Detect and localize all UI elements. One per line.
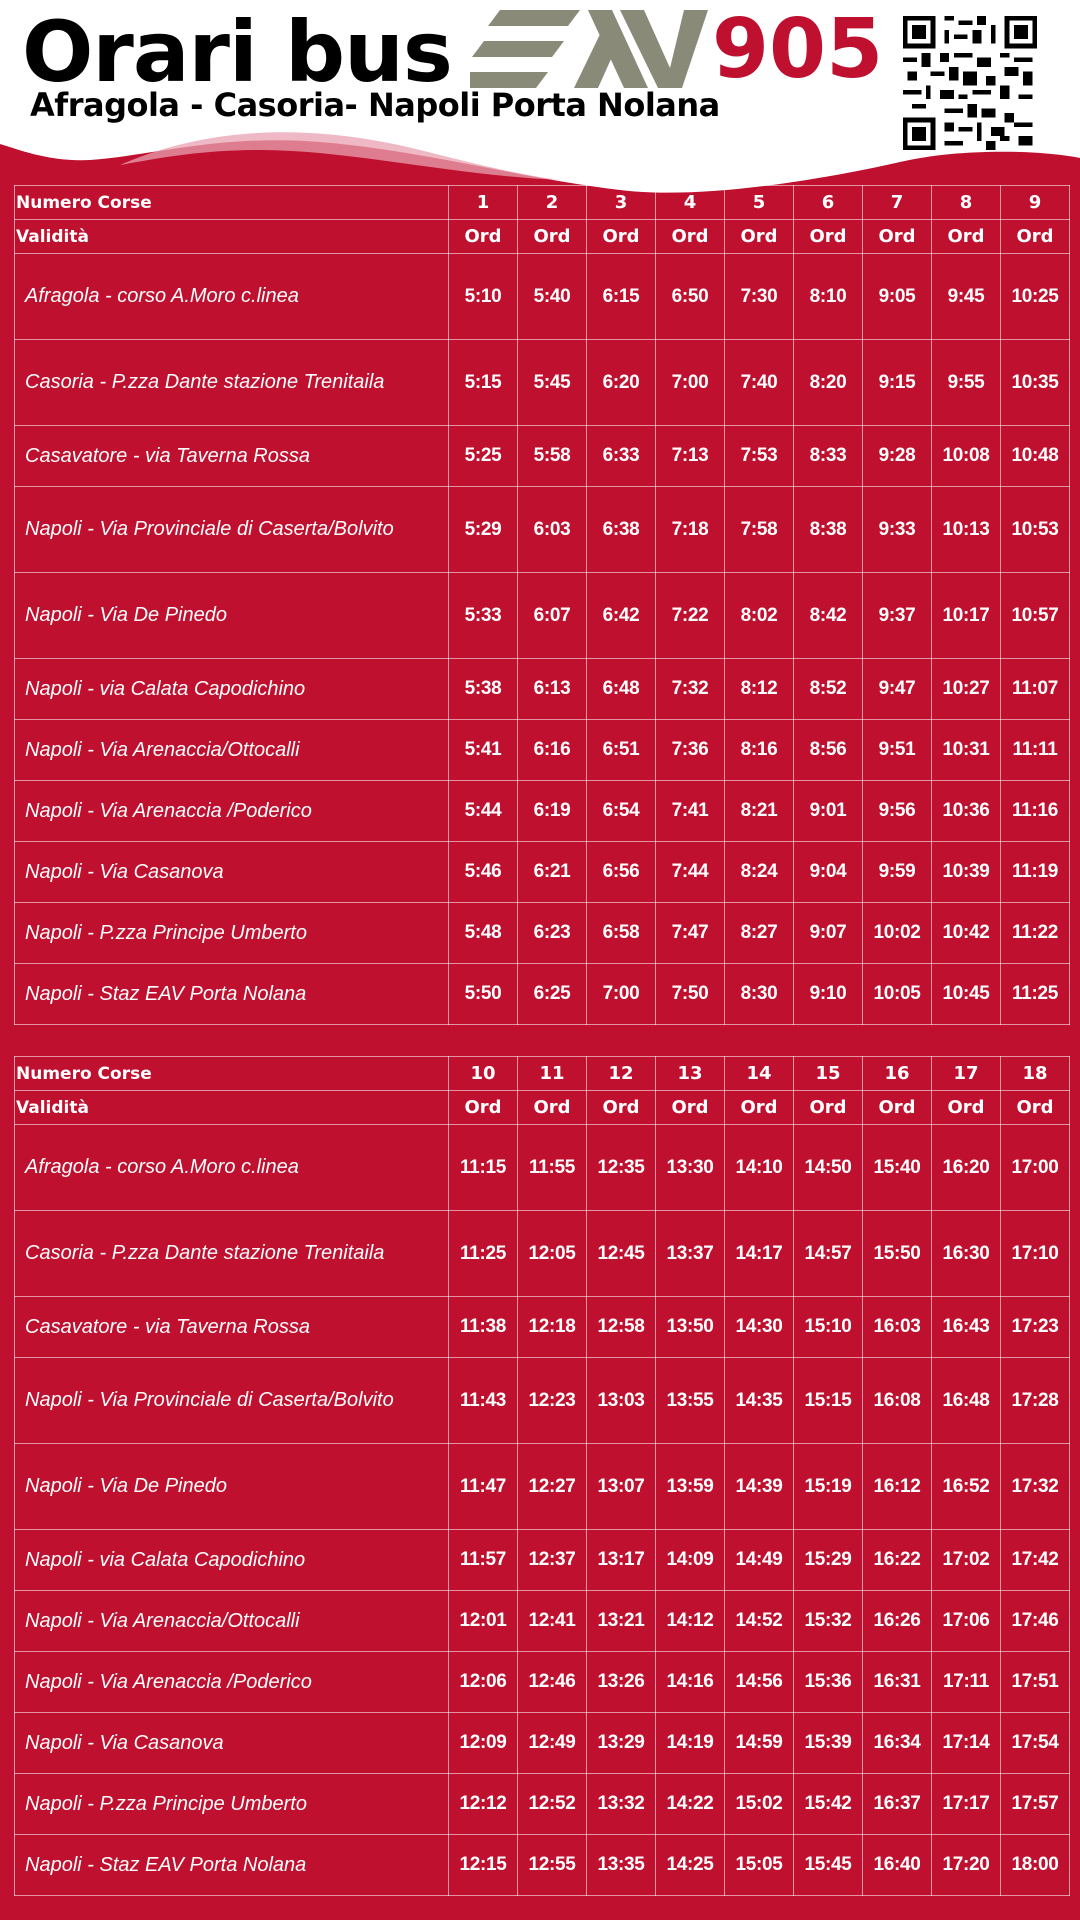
departure-time: 11:19 (1001, 842, 1070, 903)
departure-time: 6:13 (518, 659, 587, 720)
stop-row (15, 1211, 1070, 1297)
run-number-row-cell: 15 (794, 1057, 863, 1091)
validity-row-cell: Ord (656, 220, 725, 254)
departure-time: 7:36 (656, 720, 725, 781)
departure-time: 17:57 (1001, 1774, 1070, 1835)
departure-time: 12:41 (518, 1591, 587, 1652)
departure-time: 12:18 (518, 1297, 587, 1358)
departure-time: 17:32 (1001, 1444, 1070, 1530)
departure-time: 11:47 (449, 1444, 518, 1530)
validity-row (15, 220, 1070, 254)
stop-name: Napoli - Via Arenaccia /Poderico (15, 1652, 449, 1713)
departure-time: 10:17 (932, 573, 1001, 659)
departure-time: 15:15 (794, 1358, 863, 1444)
departure-time: 14:19 (656, 1713, 725, 1774)
stop-name: Napoli - Via Provinciale di Caserta/Bolvito (15, 1358, 449, 1444)
departure-time: 5:15 (449, 340, 518, 426)
departure-time: 10:48 (1001, 426, 1070, 487)
validity-row-cell: Ord (863, 1091, 932, 1125)
departure-time: 6:56 (587, 842, 656, 903)
departure-time: 13:59 (656, 1444, 725, 1530)
stop-row (15, 1530, 1070, 1591)
departure-time: 8:42 (794, 573, 863, 659)
departure-time: 12:58 (587, 1297, 656, 1358)
stop-row (15, 781, 1070, 842)
departure-time: 9:59 (863, 842, 932, 903)
run-number-row-cell: 11 (518, 1057, 587, 1091)
departure-time: 13:55 (656, 1358, 725, 1444)
departure-time: 5:46 (449, 842, 518, 903)
departure-time: 11:22 (1001, 903, 1070, 964)
stop-name: Napoli - P.zza Principe Umberto (15, 1774, 449, 1835)
validity-row-cell: Ord (518, 1091, 587, 1125)
departure-time: 12:45 (587, 1211, 656, 1297)
stop-row (15, 842, 1070, 903)
stop-row (15, 426, 1070, 487)
departure-time: 10:25 (1001, 254, 1070, 340)
validity-row-cell: Ord (449, 220, 518, 254)
departure-time: 17:02 (932, 1530, 1001, 1591)
departure-time: 11:16 (1001, 781, 1070, 842)
departure-time: 6:54 (587, 781, 656, 842)
departure-time: 17:46 (1001, 1591, 1070, 1652)
departure-time: 14:30 (725, 1297, 794, 1358)
stop-row (15, 1358, 1070, 1444)
departure-time: 16:34 (863, 1713, 932, 1774)
departure-time: 13:35 (587, 1835, 656, 1896)
stop-name: Napoli - Via Arenaccia/Ottocalli (15, 720, 449, 781)
stop-name: Napoli - Staz EAV Porta Nolana (15, 1835, 449, 1896)
departure-time: 10:36 (932, 781, 1001, 842)
validity-row-cell: Ord (863, 220, 932, 254)
departure-time: 12:06 (449, 1652, 518, 1713)
departure-time: 14:50 (794, 1125, 863, 1211)
run-number-row-cell: 13 (656, 1057, 725, 1091)
departure-time: 11:43 (449, 1358, 518, 1444)
departure-time: 16:30 (932, 1211, 1001, 1297)
stop-name: Napoli - Via Provinciale di Caserta/Bolvito (15, 487, 449, 573)
stop-row (15, 340, 1070, 426)
departure-time: 17:06 (932, 1591, 1001, 1652)
departure-time: 14:25 (656, 1835, 725, 1896)
stop-name: Napoli - Via De Pinedo (15, 1444, 449, 1530)
departure-time: 7:41 (656, 781, 725, 842)
departure-time: 13:17 (587, 1530, 656, 1591)
departure-time: 14:59 (725, 1713, 794, 1774)
departure-time: 15:50 (863, 1211, 932, 1297)
departure-time: 11:55 (518, 1125, 587, 1211)
departure-time: 17:51 (1001, 1652, 1070, 1713)
departure-time: 6:51 (587, 720, 656, 781)
run-number-row-cell: 6 (794, 186, 863, 220)
departure-time: 17:23 (1001, 1297, 1070, 1358)
departure-time: 16:08 (863, 1358, 932, 1444)
departure-time: 10:08 (932, 426, 1001, 487)
stop-row (15, 1591, 1070, 1652)
departure-time: 17:54 (1001, 1713, 1070, 1774)
validity-row-cell: Ord (518, 220, 587, 254)
departure-time: 13:21 (587, 1591, 656, 1652)
departure-time: 8:16 (725, 720, 794, 781)
departure-time: 6:03 (518, 487, 587, 573)
departure-time: 5:50 (449, 964, 518, 1025)
departure-time: 9:07 (794, 903, 863, 964)
run-number-row-label: Numero Corse (15, 1057, 449, 1091)
stop-name: Napoli - Via Casanova (15, 1713, 449, 1774)
departure-time: 6:23 (518, 903, 587, 964)
stop-name: Napoli - P.zza Principe Umberto (15, 903, 449, 964)
departure-time: 5:29 (449, 487, 518, 573)
route-subtitle: Afragola - Casoria- Napoli Porta Nolana (30, 86, 720, 124)
departure-time: 6:38 (587, 487, 656, 573)
stop-row (15, 720, 1070, 781)
departure-time: 14:35 (725, 1358, 794, 1444)
departure-time: 8:12 (725, 659, 794, 720)
departure-time: 16:03 (863, 1297, 932, 1358)
departure-time: 7:40 (725, 340, 794, 426)
departure-time: 10:57 (1001, 573, 1070, 659)
stop-row (15, 1297, 1070, 1358)
stop-row (15, 1713, 1070, 1774)
departure-time: 7:30 (725, 254, 794, 340)
departure-time: 8:56 (794, 720, 863, 781)
departure-time: 12:27 (518, 1444, 587, 1530)
departure-time: 13:07 (587, 1444, 656, 1530)
departure-time: 8:30 (725, 964, 794, 1025)
departure-time: 13:26 (587, 1652, 656, 1713)
departure-time: 8:20 (794, 340, 863, 426)
departure-time: 6:48 (587, 659, 656, 720)
departure-time: 14:52 (725, 1591, 794, 1652)
departure-time: 15:36 (794, 1652, 863, 1713)
stop-row (15, 964, 1070, 1025)
departure-time: 9:01 (794, 781, 863, 842)
departure-time: 17:14 (932, 1713, 1001, 1774)
stop-row (15, 659, 1070, 720)
departure-time: 16:43 (932, 1297, 1001, 1358)
validity-row-cell: Ord (587, 220, 656, 254)
validity-row-cell: Ord (449, 1091, 518, 1125)
validity-row-cell: Ord (587, 1091, 656, 1125)
departure-time: 6:42 (587, 573, 656, 659)
run-number-row-cell: 16 (863, 1057, 932, 1091)
stop-name: Napoli - Via Arenaccia/Ottocalli (15, 1591, 449, 1652)
departure-time: 13:32 (587, 1774, 656, 1835)
departure-time: 12:37 (518, 1530, 587, 1591)
departure-time: 5:38 (449, 659, 518, 720)
departure-time: 15:02 (725, 1774, 794, 1835)
header (0, 0, 1080, 200)
stop-name: Casavatore - via Taverna Rossa (15, 426, 449, 487)
validity-row-cell: Ord (656, 1091, 725, 1125)
validity-row-cell: Ord (932, 1091, 1001, 1125)
stop-name: Napoli - Via De Pinedo (15, 573, 449, 659)
stop-row (15, 1125, 1070, 1211)
departure-time: 5:41 (449, 720, 518, 781)
validity-row-cell: Ord (1001, 1091, 1070, 1125)
departure-time: 17:11 (932, 1652, 1001, 1713)
run-number-row (15, 1057, 1070, 1091)
departure-time: 15:29 (794, 1530, 863, 1591)
departure-time: 10:27 (932, 659, 1001, 720)
stop-row (15, 903, 1070, 964)
departure-time: 8:24 (725, 842, 794, 903)
run-number-row-cell: 5 (725, 186, 794, 220)
departure-time: 5:48 (449, 903, 518, 964)
run-number-row-cell: 8 (932, 186, 1001, 220)
departure-time: 14:22 (656, 1774, 725, 1835)
departure-time: 17:42 (1001, 1530, 1070, 1591)
departure-time: 9:33 (863, 487, 932, 573)
departure-time: 13:30 (656, 1125, 725, 1211)
timetable-runs-1-9 (14, 185, 1070, 1025)
departure-time: 14:49 (725, 1530, 794, 1591)
departure-time: 10:39 (932, 842, 1001, 903)
departure-time: 12:46 (518, 1652, 587, 1713)
departure-time: 7:44 (656, 842, 725, 903)
departure-time: 18:00 (1001, 1835, 1070, 1896)
stop-name: Napoli - via Calata Capodichino (15, 1530, 449, 1591)
departure-time: 11:15 (449, 1125, 518, 1211)
departure-time: 14:17 (725, 1211, 794, 1297)
departure-time: 5:10 (449, 254, 518, 340)
departure-time: 8:52 (794, 659, 863, 720)
departure-time: 17:10 (1001, 1211, 1070, 1297)
departure-time: 10:35 (1001, 340, 1070, 426)
departure-time: 12:01 (449, 1591, 518, 1652)
departure-time: 14:09 (656, 1530, 725, 1591)
departure-time: 10:02 (863, 903, 932, 964)
departure-time: 16:20 (932, 1125, 1001, 1211)
departure-time: 10:13 (932, 487, 1001, 573)
departure-time: 17:20 (932, 1835, 1001, 1896)
departure-time: 14:39 (725, 1444, 794, 1530)
stop-row (15, 1444, 1070, 1530)
departure-time: 8:27 (725, 903, 794, 964)
departure-time: 14:12 (656, 1591, 725, 1652)
stop-row (15, 1652, 1070, 1713)
departure-time: 5:33 (449, 573, 518, 659)
departure-time: 8:10 (794, 254, 863, 340)
run-number-row-cell: 18 (1001, 1057, 1070, 1091)
timetable-runs-10-18 (14, 1056, 1070, 1896)
validity-row-label: Validità (15, 220, 449, 254)
stop-row (15, 487, 1070, 573)
departure-time: 14:56 (725, 1652, 794, 1713)
departure-time: 6:33 (587, 426, 656, 487)
departure-time: 9:45 (932, 254, 1001, 340)
validity-row-cell: Ord (725, 220, 794, 254)
departure-time: 15:19 (794, 1444, 863, 1530)
departure-time: 5:40 (518, 254, 587, 340)
departure-time: 10:45 (932, 964, 1001, 1025)
departure-time: 14:16 (656, 1652, 725, 1713)
stop-name: Afragola - corso A.Moro c.linea (15, 1125, 449, 1211)
departure-time: 12:12 (449, 1774, 518, 1835)
run-number-row-cell: 9 (1001, 186, 1070, 220)
stop-row (15, 573, 1070, 659)
departure-time: 6:25 (518, 964, 587, 1025)
route-number: 905 (712, 2, 884, 97)
run-number-row-cell: 4 (656, 186, 725, 220)
departure-time: 7:18 (656, 487, 725, 573)
run-number-row-cell: 3 (587, 186, 656, 220)
departure-time: 9:56 (863, 781, 932, 842)
validity-row-cell: Ord (794, 220, 863, 254)
departure-time: 9:51 (863, 720, 932, 781)
departure-time: 5:58 (518, 426, 587, 487)
departure-time: 11:07 (1001, 659, 1070, 720)
departure-time: 8:02 (725, 573, 794, 659)
departure-time: 12:49 (518, 1713, 587, 1774)
departure-time: 13:29 (587, 1713, 656, 1774)
departure-time: 7:00 (587, 964, 656, 1025)
run-number-row-cell: 1 (449, 186, 518, 220)
departure-time: 5:45 (518, 340, 587, 426)
departure-time: 13:37 (656, 1211, 725, 1297)
run-number-row-cell: 17 (932, 1057, 1001, 1091)
stop-row (15, 1774, 1070, 1835)
departure-time: 9:28 (863, 426, 932, 487)
departure-time: 6:15 (587, 254, 656, 340)
departure-time: 16:31 (863, 1652, 932, 1713)
run-number-row-cell: 7 (863, 186, 932, 220)
departure-time: 15:45 (794, 1835, 863, 1896)
departure-time: 16:52 (932, 1444, 1001, 1530)
departure-time: 12:55 (518, 1835, 587, 1896)
departure-time: 16:26 (863, 1591, 932, 1652)
departure-time: 15:42 (794, 1774, 863, 1835)
departure-time: 17:17 (932, 1774, 1001, 1835)
departure-time: 15:32 (794, 1591, 863, 1652)
departure-time: 6:50 (656, 254, 725, 340)
departure-time: 10:53 (1001, 487, 1070, 573)
run-number-row-cell: 12 (587, 1057, 656, 1091)
departure-time: 17:00 (1001, 1125, 1070, 1211)
departure-time: 10:05 (863, 964, 932, 1025)
qr-code-icon[interactable] (903, 16, 1037, 150)
stop-name: Napoli - Via Casanova (15, 842, 449, 903)
departure-time: 9:37 (863, 573, 932, 659)
departure-time: 16:22 (863, 1530, 932, 1591)
departure-time: 9:47 (863, 659, 932, 720)
departure-time: 16:40 (863, 1835, 932, 1896)
departure-time: 6:20 (587, 340, 656, 426)
departure-time: 12:09 (449, 1713, 518, 1774)
run-number-row-cell: 14 (725, 1057, 794, 1091)
stop-name: Afragola - corso A.Moro c.linea (15, 254, 449, 340)
stop-row (15, 254, 1070, 340)
departure-time: 6:19 (518, 781, 587, 842)
departure-time: 7:50 (656, 964, 725, 1025)
validity-row-cell: Ord (725, 1091, 794, 1125)
stop-name: Casavatore - via Taverna Rossa (15, 1297, 449, 1358)
departure-time: 10:42 (932, 903, 1001, 964)
departure-time: 9:55 (932, 340, 1001, 426)
departure-time: 11:25 (1001, 964, 1070, 1025)
departure-time: 8:21 (725, 781, 794, 842)
departure-time: 16:12 (863, 1444, 932, 1530)
departure-time: 9:10 (794, 964, 863, 1025)
departure-time: 11:25 (449, 1211, 518, 1297)
departure-time: 16:48 (932, 1358, 1001, 1444)
departure-time: 9:04 (794, 842, 863, 903)
stop-name: Napoli - Staz EAV Porta Nolana (15, 964, 449, 1025)
departure-time: 11:11 (1001, 720, 1070, 781)
departure-time: 5:25 (449, 426, 518, 487)
departure-time: 6:58 (587, 903, 656, 964)
departure-time: 7:53 (725, 426, 794, 487)
stop-name: Napoli - Via Arenaccia /Poderico (15, 781, 449, 842)
departure-time: 9:15 (863, 340, 932, 426)
departure-time: 11:38 (449, 1297, 518, 1358)
departure-time: 8:38 (794, 487, 863, 573)
departure-time: 11:57 (449, 1530, 518, 1591)
departure-time: 14:10 (725, 1125, 794, 1211)
departure-time: 15:39 (794, 1713, 863, 1774)
departure-time: 7:00 (656, 340, 725, 426)
validity-row-cell: Ord (932, 220, 1001, 254)
validity-row-cell: Ord (794, 1091, 863, 1125)
stop-name: Casoria - P.zza Dante stazione Trenitaila (15, 1211, 449, 1297)
stop-name: Napoli - via Calata Capodichino (15, 659, 449, 720)
departure-time: 16:37 (863, 1774, 932, 1835)
eav-logo-icon (470, 6, 710, 92)
departure-time: 15:05 (725, 1835, 794, 1896)
run-number-row (15, 186, 1070, 220)
departure-time: 13:03 (587, 1358, 656, 1444)
departure-time: 12:05 (518, 1211, 587, 1297)
departure-time: 7:47 (656, 903, 725, 964)
departure-time: 7:13 (656, 426, 725, 487)
run-number-row-cell: 2 (518, 186, 587, 220)
departure-time: 17:28 (1001, 1358, 1070, 1444)
departure-time: 12:15 (449, 1835, 518, 1896)
departure-time: 12:23 (518, 1358, 587, 1444)
run-number-row-cell: 10 (449, 1057, 518, 1091)
stop-row (15, 1835, 1070, 1896)
departure-time: 8:33 (794, 426, 863, 487)
run-number-row-label: Numero Corse (15, 186, 449, 220)
departure-time: 6:21 (518, 842, 587, 903)
stop-name: Casoria - P.zza Dante stazione Trenitaila (15, 340, 449, 426)
departure-time: 12:52 (518, 1774, 587, 1835)
page-title: Orari bus (22, 3, 452, 101)
departure-time: 6:07 (518, 573, 587, 659)
departure-time: 7:22 (656, 573, 725, 659)
validity-row-label: Validità (15, 1091, 449, 1125)
departure-time: 9:05 (863, 254, 932, 340)
departure-time: 15:40 (863, 1125, 932, 1211)
validity-row-cell: Ord (1001, 220, 1070, 254)
departure-time: 13:50 (656, 1297, 725, 1358)
departure-time: 15:10 (794, 1297, 863, 1358)
validity-row (15, 1091, 1070, 1125)
departure-time: 10:31 (932, 720, 1001, 781)
departure-time: 14:57 (794, 1211, 863, 1297)
departure-time: 5:44 (449, 781, 518, 842)
departure-time: 7:58 (725, 487, 794, 573)
departure-time: 7:32 (656, 659, 725, 720)
departure-time: 6:16 (518, 720, 587, 781)
departure-time: 12:35 (587, 1125, 656, 1211)
